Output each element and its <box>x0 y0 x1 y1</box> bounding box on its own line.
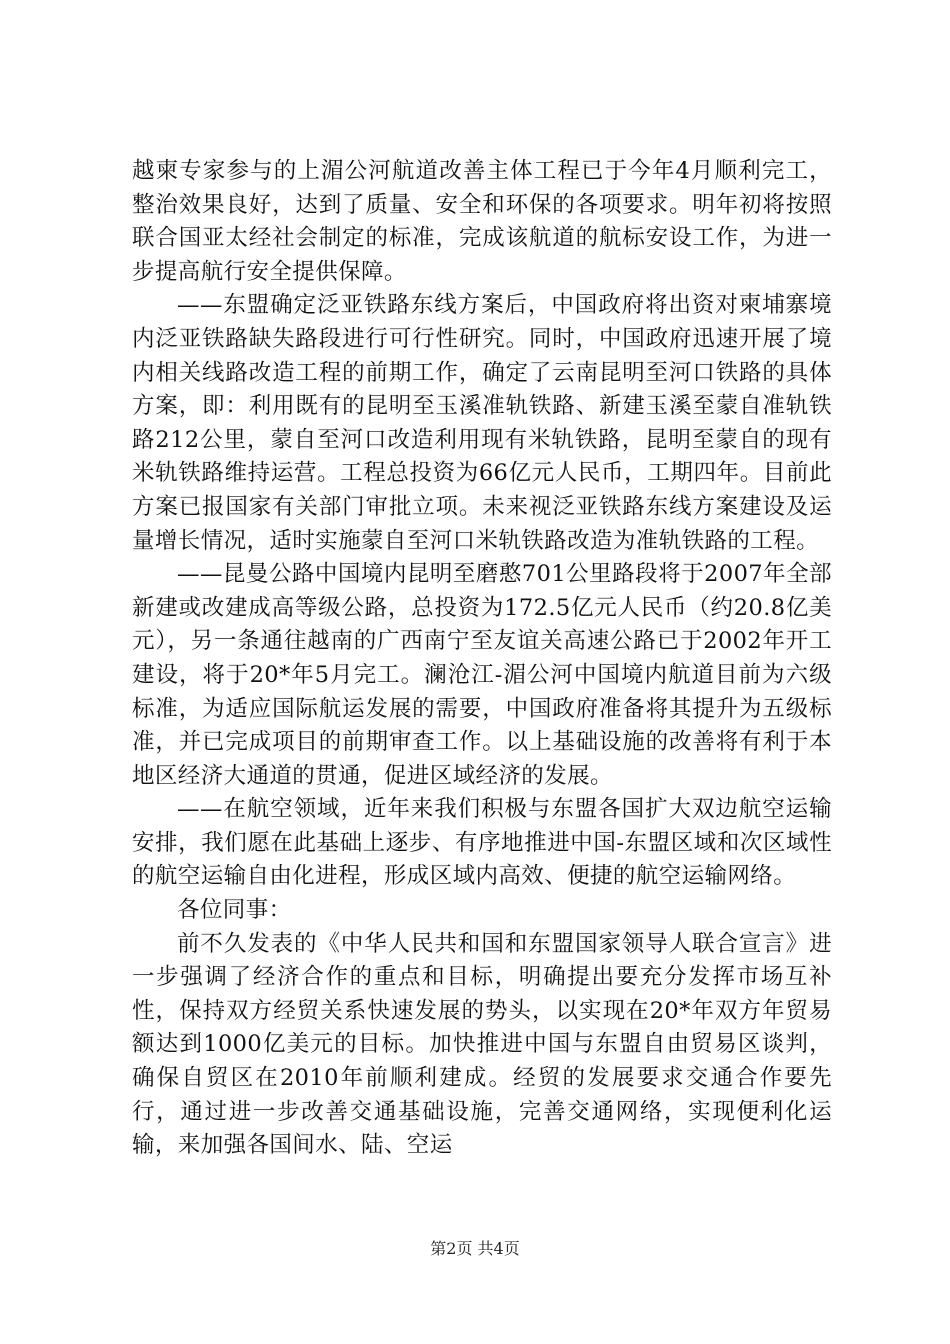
paragraph-pan-asia-railway: ——东盟确定泛亚铁路东线方案后，中国政府将出资对柬埔寨境内泛亚铁路缺失路段进行可行性研究。同时，中国政府迅速开展了境内相关线路改造工程的前期工作，确定了云南昆明至河口铁路的具体方案，即：利用既有的昆明至玉溪准轨铁路、新建玉溪至蒙自准轨铁路212公里，蒙自至河口改造利用现有米轨铁路，昆明至蒙自的现有米轨铁路维持运营。工程总投资为66亿元人民币，工期四年。目前此方案已报国家有关部门审批立项。未来视泛亚铁路东线方案建设及运量增长情况，适时实施蒙自至河口米轨铁路改造为准轨铁路的工程。 <box>132 292 832 554</box>
paragraph-kunming-bangkok-highway: ——昆曼公路中国境内昆明至磨憨701公里路段将于2007年全部新建或改建成高等级公路，总投资为172.5亿元人民币（约20.8亿美元），另一条通往越南的广西南宁至友谊关高速公路已于2002年开工建设，将于20*年5月完工。澜沧江-湄公河中国境内航道目前为六级标准，为适应国际航运发展的需要，中国政府准备将其提升为五级标准，并已完成项目的前期审查工作。以上基础设施的改善将有利于本地区经济大通道的贯通，促进区域经济的发展。 <box>132 561 832 789</box>
page-footer: 第2页 共4页 <box>430 1239 520 1258</box>
paragraph-aviation: ——在航空领域，近年来我们积极与东盟各国扩大双边航空运输安排，我们愿在此基础上逐步、有序地推进中国-东盟区域和次区域性的航空运输自由化进程，形成区域内高效、便捷的航空运输网络。 <box>132 796 832 890</box>
body-text <box>132 155 832 1163</box>
paragraph-salutation: 各位同事： <box>177 897 292 924</box>
paragraph-mekong-waterway: 越柬专家参与的上湄公河航道改善主体工程已于今年4月顺利完工，整治效果良好，达到了质量、安全和环保的各项要求。明年初将按照联合国亚太经社会制定的标准，完成该航道的航标安设工作，为进一步提高航行安全提供保障。 <box>132 158 832 285</box>
paragraph-joint-declaration: 前不久发表的《中华人民共和国和东盟国家领导人联合宣言》进一步强调了经济合作的重点和目标，明确提出要充分发挥市场互补性，保持双方经贸关系快速发展的势头，以实现在20*年双方年贸易额达到1000亿美元的目标。加快推进中国与东盟自由贸易区谈判，确保自贸区在2010年前顺利建成。经贸的发展要求交通合作要先行，通过进一步改善交通基础设施，完善交通网络，实现便利化运输，来加强各国间水、陆、空运 <box>132 930 832 1159</box>
